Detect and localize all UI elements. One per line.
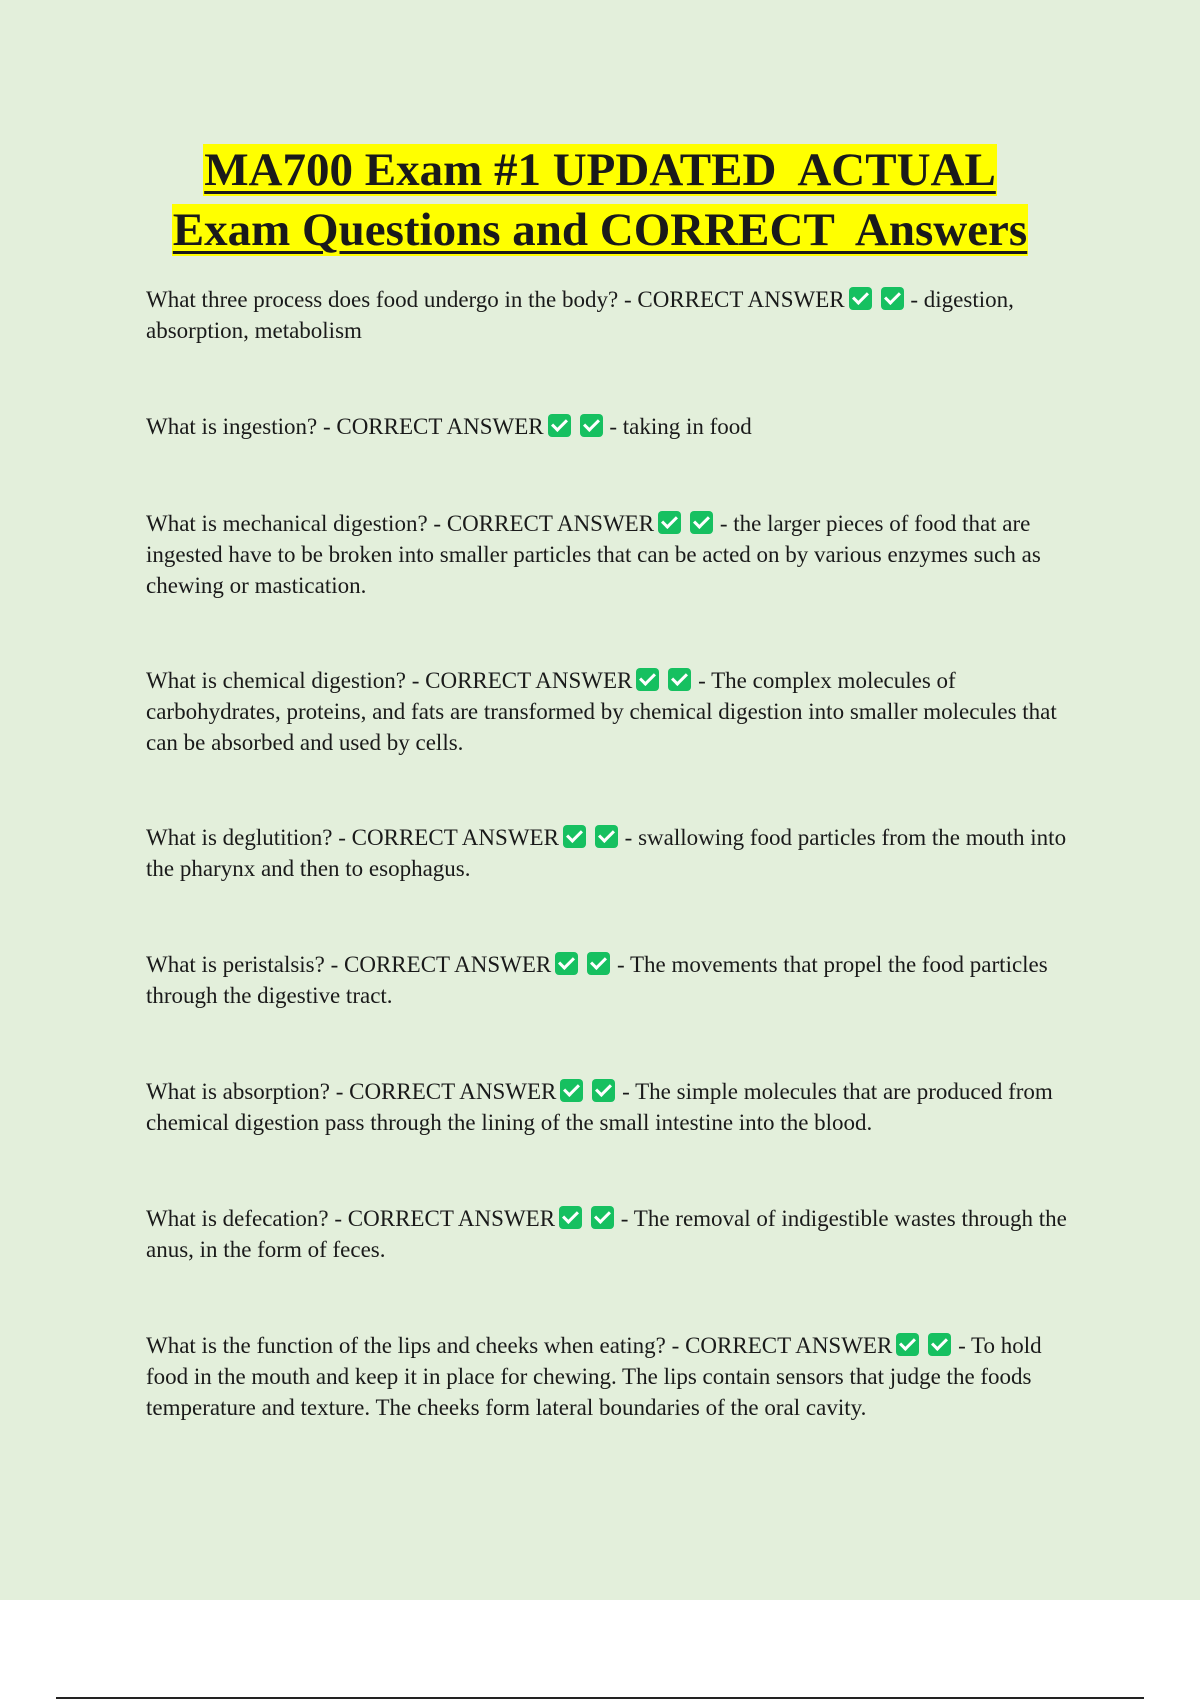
answer-text: - The complex molecules of carbohydrates, proteins, and fats are transformed by chemical digestion into smaller molecules that can be absorbed and used by cells.: [146, 668, 1057, 755]
question-text: What is the function of the lips and cheeks when eating?: [146, 1333, 666, 1358]
qa-item: [146, 411, 1086, 442]
check-mark-icon: [896, 1333, 919, 1356]
footer-divider: [56, 1697, 1144, 1699]
check-mark-icon: [668, 668, 691, 691]
title-line-2: Exam Questions and CORRECT Answers: [172, 204, 1028, 256]
qa-item: [146, 1076, 1086, 1138]
answer-marker: - CORRECT ANSWER: [411, 668, 633, 693]
check-mark-icon: [555, 952, 578, 975]
answer-marker: - CORRECT ANSWER: [322, 414, 544, 439]
check-mark-icon: [595, 825, 618, 848]
check-mark-icon: [849, 287, 872, 310]
question-text: What three process does food undergo in the body?: [146, 287, 619, 312]
answer-text: - the larger pieces of food that are ingested have to be broken into smaller particles that can be acted on by various enzymes such as chewing or mastication.: [146, 511, 1041, 598]
page-title: [0, 140, 1200, 260]
qa-item: [146, 822, 1086, 884]
answer-text: - swallowing food particles from the mouth into the pharynx and then to esophagus.: [146, 825, 1067, 881]
check-mark-icon: [587, 952, 610, 975]
qa-item: [146, 1203, 1086, 1265]
check-mark-icon: [881, 287, 904, 310]
check-mark-icon: [559, 1206, 582, 1229]
qa-item: [146, 949, 1086, 1011]
check-mark-icon: [563, 825, 586, 848]
qa-item: [146, 1330, 1086, 1423]
check-mark-icon: [591, 1206, 614, 1229]
question-text: What is ingestion?: [146, 414, 318, 439]
check-mark-icon: [636, 668, 659, 691]
answer-marker: - CORRECT ANSWER: [334, 1206, 556, 1231]
question-text: What is peristalsis?: [146, 952, 325, 977]
answer-marker: - CORRECT ANSWER: [335, 1079, 557, 1104]
question-text: What is chemical digestion?: [146, 668, 406, 693]
check-mark-icon: [690, 511, 713, 534]
check-mark-icon: [560, 1079, 583, 1102]
answer-marker: - CORRECT ANSWER: [433, 511, 655, 536]
question-text: What is defecation?: [146, 1206, 329, 1231]
answer-text: - taking in food: [609, 414, 752, 439]
answer-marker: - CORRECT ANSWER: [671, 1333, 893, 1358]
check-mark-icon: [928, 1333, 951, 1356]
question-text: What is deglutition?: [146, 825, 333, 850]
qa-item: [146, 508, 1086, 601]
question-text: What is absorption?: [146, 1079, 330, 1104]
answer-text: - digestion, absorption, metabolism: [146, 287, 1014, 343]
answer-text: - The simple molecules that are produced from chemical digestion pass through the lining of the small intestine into the blood.: [146, 1079, 1053, 1135]
answer-text: - The movements that propel the food particles through the digestive tract.: [146, 952, 1048, 1008]
answer-marker: - CORRECT ANSWER: [330, 952, 552, 977]
check-mark-icon: [592, 1079, 615, 1102]
answer-marker: - CORRECT ANSWER: [338, 825, 559, 850]
question-text: What is mechanical digestion?: [146, 511, 428, 536]
check-mark-icon: [548, 414, 571, 437]
title-line-1: MA700 Exam #1 UPDATED ACTUAL: [204, 144, 996, 196]
qa-item: [146, 665, 1086, 758]
answer-marker: - CORRECT ANSWER: [623, 287, 845, 312]
answer-text: - The removal of indigestible wastes through the anus, in the form of feces.: [146, 1206, 1067, 1262]
check-mark-icon: [658, 511, 681, 534]
check-mark-icon: [580, 414, 603, 437]
answer-text: - To hold food in the mouth and keep it in place for chewing. The lips contain sensors that judge the foods temperature and texture. The cheeks form lateral boundaries of the oral cavity.: [146, 1333, 1042, 1420]
qa-item: [146, 284, 1086, 346]
